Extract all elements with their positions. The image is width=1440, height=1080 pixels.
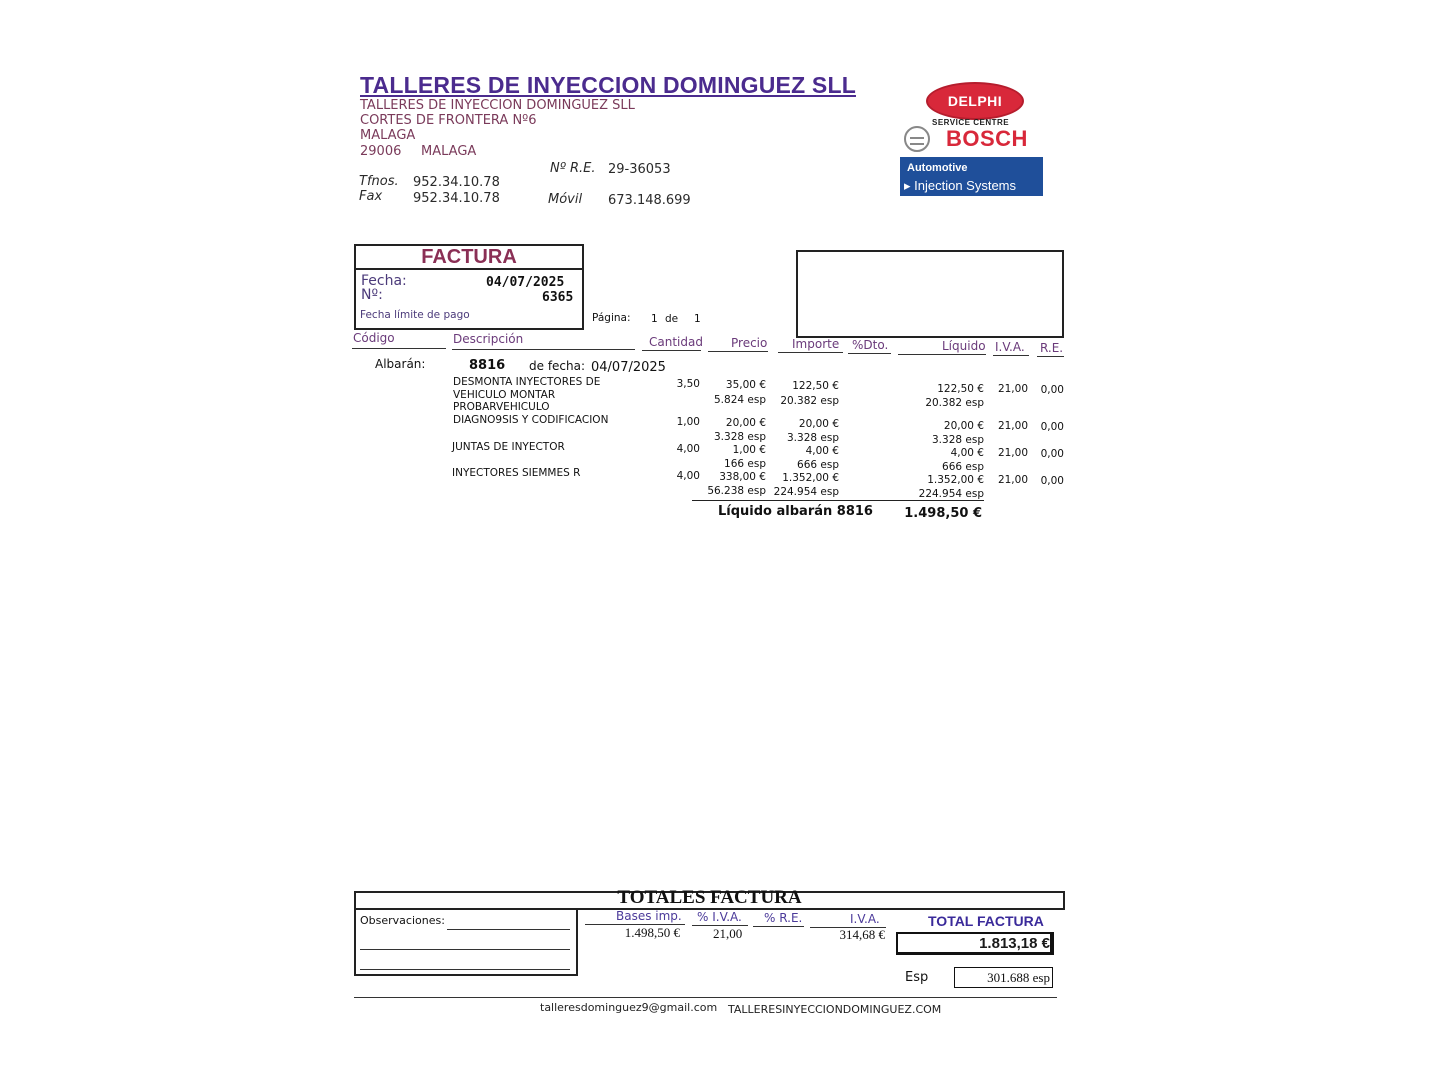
footer-rule: [354, 997, 1057, 998]
albaran-date-label: de fecha:: [529, 359, 586, 373]
line-item-re: 0,00: [1040, 421, 1064, 433]
line-item-iva: 21,00: [997, 383, 1028, 395]
automotive-label: Automotive: [907, 162, 968, 174]
line-item-net-esp: 20.382 esp: [925, 397, 984, 409]
line-item-description-line: VEHICULO MONTAR: [453, 388, 556, 401]
line-item-amount: 4,00 €: [805, 445, 839, 457]
header-amount-rule: [778, 352, 843, 353]
iva-pct-label: % I.V.A.: [697, 910, 742, 924]
page-label: Página:: [592, 312, 631, 324]
line-item-description-line: DESMONTA INYECTORES DE: [453, 376, 601, 388]
header-price: Precio: [731, 336, 768, 350]
line-item-price: 1,00 €: [732, 444, 766, 456]
client-box: [796, 250, 1064, 338]
line-item-amount-esp: 666 esp: [797, 459, 839, 471]
total-label: TOTAL FACTURA: [928, 913, 1044, 929]
line-item-quantity: 3,50: [676, 378, 700, 390]
phone-label: Tfnos.: [359, 174, 399, 189]
invoice-date: 04/07/2025: [486, 275, 565, 290]
iva-value: 314,68 €: [839, 927, 885, 942]
line-item-price: 35,00 €: [725, 379, 766, 391]
line-item-price: 20,00 €: [725, 417, 766, 429]
company-address: CORTES DE FRONTERA Nº6: [360, 113, 537, 128]
esp-label: Esp: [905, 970, 929, 985]
header-net: Líquido: [942, 339, 986, 353]
total-value: 1.813,18 €: [979, 935, 1050, 952]
bases-value: 1.498,50 €: [624, 925, 680, 940]
delphi-service-centre: SERVICE CENTRE: [932, 118, 1010, 127]
line-item-description-line: JUNTAS DE INYECTOR: [452, 441, 565, 453]
re-pct-label: % R.E.: [764, 911, 803, 925]
line-item-quantity: 4,00: [676, 470, 700, 482]
line-item-price-esp: 5.824 esp: [714, 394, 766, 406]
automotive-injection-banner: [900, 157, 1043, 196]
iva-pct-value: 21,00: [713, 926, 743, 941]
bases-label: Bases imp.: [616, 909, 682, 923]
re-value: 29-36053: [608, 162, 671, 177]
line-item-price: 338,00 €: [719, 471, 766, 483]
delphi-logo-text: DELPHI: [947, 93, 1003, 109]
page-total: 1: [694, 313, 701, 325]
header-iva: I.V.A.: [995, 340, 1025, 354]
delphi-logo: [926, 82, 1024, 120]
header-net-rule: [898, 354, 986, 355]
invoice-number-label: Nº:: [361, 287, 383, 303]
fax-label: Fax: [359, 189, 383, 204]
invoice-date-label: Fecha:: [361, 273, 407, 289]
line-item-quantity: 4,00: [676, 443, 700, 455]
line-item-net-esp: 3.328 esp: [932, 434, 984, 446]
re-pct-rule: [753, 926, 804, 927]
line-item-price-esp: 3.328 esp: [714, 431, 766, 443]
subtotal-label: Líquido albarán 8816: [718, 504, 873, 519]
company-postal-code: 29006: [360, 144, 402, 159]
invoice-title: FACTURA: [421, 246, 517, 268]
header-quantity: Cantidad: [649, 335, 703, 349]
observations-line: [360, 949, 570, 950]
header-code: Código: [353, 331, 395, 345]
invoice-number: 6365: [542, 290, 574, 305]
footer-website: TALLERESINYECCIONDOMINGUEZ.COM: [728, 1003, 942, 1016]
line-item-description: [453, 376, 600, 414]
phone-value: 952.34.10.78: [413, 175, 500, 190]
line-item-price-esp: 56.238 esp: [707, 485, 766, 497]
header-iva-rule: [993, 355, 1029, 356]
line-item-iva: 21,00: [997, 447, 1028, 459]
page-of: de: [665, 313, 679, 325]
bosch-armature-icon: [904, 126, 930, 152]
observations-line: [360, 969, 570, 970]
mobile-label: Móvil: [548, 192, 583, 207]
albaran-label: Albarán:: [375, 357, 426, 371]
line-item-description-line: INYECTORES SIEMMES R: [452, 467, 581, 479]
line-item-description: [452, 441, 565, 454]
line-item-net: 4,00 €: [950, 447, 984, 459]
line-item-re: 0,00: [1040, 475, 1064, 487]
iva-label: I.V.A.: [850, 912, 880, 926]
header-code-rule: [352, 348, 446, 349]
mobile-value: 673.148.699: [608, 193, 691, 208]
line-item-net-esp: 224.954 esp: [918, 488, 984, 500]
line-item-description: [452, 467, 580, 480]
observations-label: Observaciones:: [360, 914, 445, 927]
header-quantity-rule: [642, 350, 701, 351]
subtotal-rule: [692, 500, 984, 501]
page-number: 1: [651, 313, 658, 325]
line-item-iva: 21,00: [997, 420, 1028, 432]
line-item-price-esp: 166 esp: [724, 458, 766, 470]
line-item-re: 0,00: [1040, 448, 1064, 460]
line-item-amount: 20,00 €: [798, 418, 839, 430]
line-item-net: 1.352,00 €: [927, 474, 984, 486]
header-amount: Importe: [792, 337, 840, 351]
header-description: Descripción: [453, 332, 524, 346]
header-description-rule: [452, 349, 635, 350]
header-re-rule: [1037, 356, 1064, 357]
line-item-amount-esp: 20.382 esp: [780, 395, 839, 407]
observations-line: [447, 929, 570, 930]
header-discount: %Dto.: [852, 338, 889, 352]
esp-value: 301.688 esp: [987, 970, 1050, 985]
line-item-quantity: 1,00: [676, 416, 700, 428]
company-name: TALLERES DE INYECCION DOMINGUEZ SLL: [360, 98, 635, 113]
header-discount-rule: [848, 353, 891, 354]
line-item-iva: 21,00: [997, 474, 1028, 486]
line-item-description-line: PROBARVEHICULO: [453, 401, 550, 413]
bosch-logo: BOSCH: [946, 126, 1028, 151]
line-item-description-line: DIAGNO9SIS Y CODIFICACION: [453, 414, 609, 426]
line-item-amount-esp: 224.954 esp: [773, 486, 839, 498]
line-item-description: [453, 414, 608, 427]
line-item-re: 0,00: [1040, 384, 1064, 396]
line-item-net: 20,00 €: [943, 420, 984, 432]
line-item-net-esp: 666 esp: [942, 461, 984, 473]
subtotal-value: 1.498,50 €: [904, 506, 982, 521]
albaran-date: 04/07/2025: [591, 360, 666, 375]
line-item-amount: 1.352,00 €: [782, 472, 839, 484]
due-date-label: Fecha límite de pago: [360, 309, 470, 321]
totals-title: TOTALES FACTURA: [617, 887, 802, 908]
line-item-net: 122,50 €: [937, 383, 984, 395]
injection-systems-label: ▸ Injection Systems: [904, 178, 1017, 193]
company-city: MALAGA: [360, 128, 416, 143]
fax-value: 952.34.10.78: [413, 191, 500, 206]
footer-email: talleresdominguez9@gmail.com: [540, 1001, 718, 1014]
header-re: R.E.: [1040, 341, 1064, 355]
line-item-amount: 122,50 €: [792, 380, 839, 392]
line-item-amount-esp: 3.328 esp: [787, 432, 839, 444]
re-label: Nº R.E.: [550, 161, 596, 176]
albaran-number: 8816: [469, 358, 506, 373]
header-price-rule: [708, 351, 768, 352]
company-province: MALAGA: [421, 144, 477, 159]
company-title: TALLERES DE INYECCION DOMINGUEZ SLL: [360, 72, 856, 98]
